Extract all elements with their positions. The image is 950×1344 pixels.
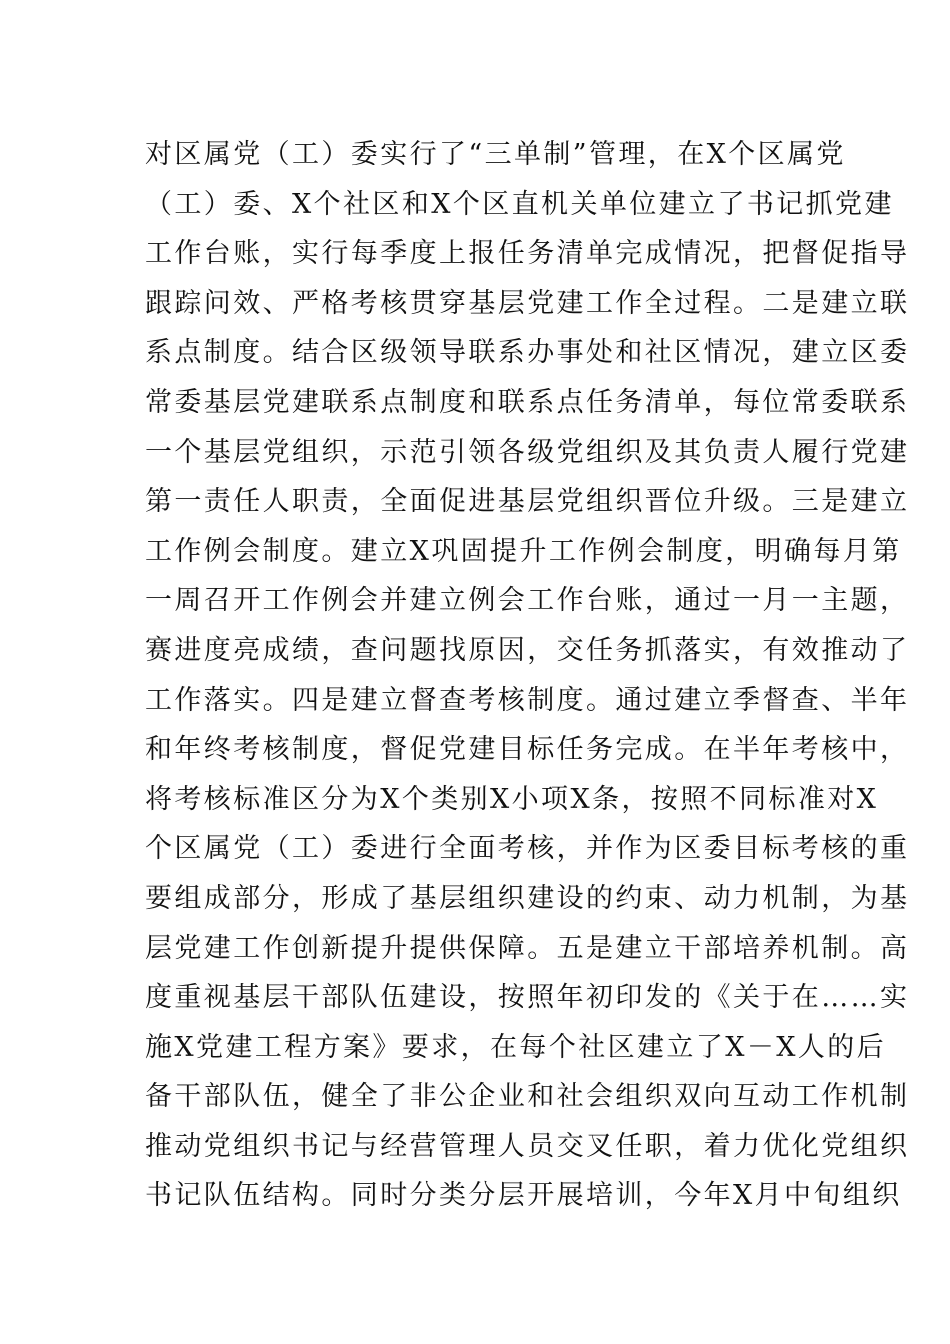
text-line: 工作例会制度。建立X巩固提升工作例会制度，明确每月第: [145, 535, 902, 567]
text-line: 常委基层党建联系点制度和联系点任务清单，每位常委联系: [145, 386, 910, 418]
text-line: 对区属党（工）委实行了“三单制”管理，在X个区属党: [145, 139, 846, 170]
text-line: 一周召开工作例会并建立例会工作台账，通过一月一主题，: [145, 585, 910, 617]
text-line: 赛进度亮成绩，查问题找原因，交任务抓落实，有效推动了: [145, 634, 910, 666]
text-line: 第一责任人职责，全面促进基层党组织晋位升级。三是建立: [145, 486, 910, 518]
text-line: 要组成部分，形成了基层组织建设的约束、动力机制，为基: [145, 882, 910, 914]
text-line: 度重视基层干部队伍建设，按照年初印发的《关于在……实: [145, 982, 910, 1014]
text-line: 施X党建工程方案》要求，在每个社区建立了X－X人的后: [145, 1031, 887, 1063]
text-line: 和年终考核制度，督促党建目标任务完成。在半年考核中，: [145, 734, 910, 766]
text-line: 工作台账，实行每季度上报任务清单完成情况，把督促指导: [145, 238, 910, 270]
text-line: 书记队伍结构。同时分类分层开展培训，今年X月中旬组织: [145, 1180, 902, 1212]
text-line: （工）委、X个社区和X个区直机关单位建立了书记抓党建: [145, 188, 894, 220]
text-line: 工作落实。四是建立督查考核制度。通过建立季督查、半年: [145, 684, 910, 716]
body-paragraph: [145, 130, 910, 1221]
text-line: 备干部队伍，健全了非公企业和社会组织双向互动工作机制: [145, 1081, 910, 1113]
text-line: 系点制度。结合区级领导联系办事处和社区情况，建立区委: [145, 337, 910, 369]
text-line: 将考核标准区分为X个类别X小项X条，按照不同标准对X: [145, 783, 879, 815]
text-line: 个区属党（工）委进行全面考核，并作为区委目标考核的重: [145, 833, 910, 865]
text-line: 层党建工作创新提升提供保障。五是建立干部培养机制。高: [145, 932, 910, 964]
text-line: 一个基层党组织，示范引领各级党组织及其负责人履行党建: [145, 436, 910, 468]
text-line: 推动党组织书记与经营管理人员交叉任职，着力优化党组织: [145, 1130, 910, 1162]
text-line: 跟踪问效、严格考核贯穿基层党建工作全过程。二是建立联: [145, 287, 910, 319]
